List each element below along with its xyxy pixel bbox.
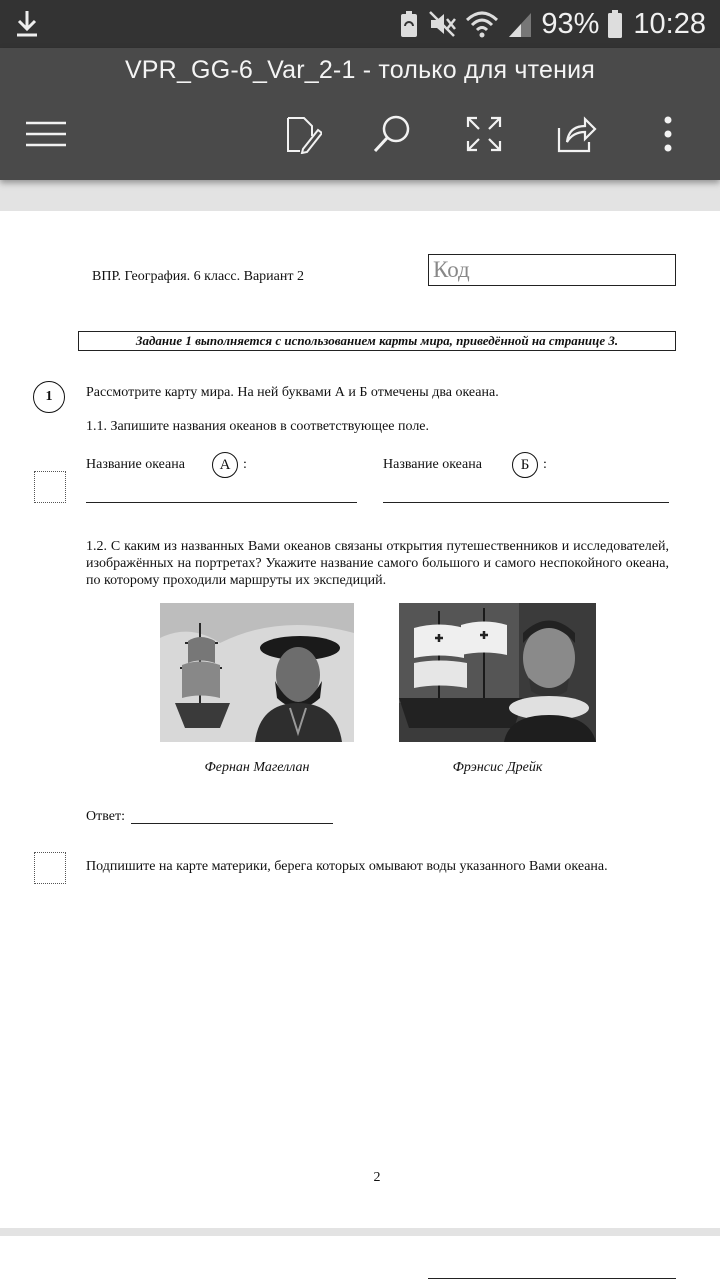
fullscreen-icon: [465, 115, 503, 153]
ocean-b-label: Название океана: [383, 457, 482, 472]
ocean-a-label: Название океана: [86, 457, 185, 472]
drake-caption: Фрэнсис Дрейк: [452, 760, 543, 775]
answer-label: Ответ:: [86, 809, 125, 824]
question-1-2: 1.2. С каким из названных Вами океанов связаны открытия путешественников и исследователей, изображённых на портретах? Укажите название самого большого и самого неспокойного океана, по которому проходили маршруты их экспедиций.: [86, 539, 669, 588]
ocean-a-answer-line: [86, 502, 357, 503]
page-number: 2: [373, 1170, 381, 1185]
status-bar: [0, 0, 720, 48]
ocean-a-colon: :: [243, 457, 247, 472]
next-page[interactable]: [0, 1236, 720, 1280]
drake-portrait: [399, 603, 596, 742]
answer-line: [131, 823, 333, 824]
question-1-1: 1.1. Запишите названия океанов в соответствующее поле.: [86, 419, 430, 434]
score-box-2: [34, 852, 66, 884]
document-page[interactable]: [0, 211, 720, 1228]
magellan-portrait: [160, 603, 354, 742]
question-1-3: Подпишите на карте материки, берега которых омывают воды указанного Вами океана.: [86, 859, 608, 874]
ocean-a-marker: А: [212, 452, 238, 478]
ocean-b-colon: :: [543, 457, 547, 472]
wifi-icon: [465, 9, 499, 39]
edit-icon: [282, 114, 322, 154]
menu-icon: [24, 119, 68, 149]
battery-percent: 93%: [541, 7, 600, 40]
task-note: Задание 1 выполняется с использованием карты мира, приведённой на странице 3.: [78, 331, 676, 351]
app-bar: [0, 48, 720, 180]
task-number: 1: [33, 381, 65, 413]
clock: 10:28: [633, 7, 706, 40]
signal-icon: [507, 9, 533, 39]
share-icon: [555, 114, 597, 154]
battery-icon: [607, 9, 623, 39]
next-page-line: [428, 1278, 676, 1279]
edit-button[interactable]: [278, 110, 326, 158]
search-icon: [372, 114, 412, 154]
battery-saver-icon: [399, 9, 419, 39]
document-title: VPR_GG-6_Var_2-1 - только для чтения: [124, 56, 596, 84]
exam-header: ВПР. География. 6 класс. Вариант 2: [92, 269, 304, 284]
magellan-caption: Фернан Магеллан: [204, 760, 310, 775]
code-field: Код: [428, 254, 676, 286]
share-button[interactable]: [552, 110, 600, 158]
task-intro: Рассмотрите карту мира. На ней буквами А и Б отмечены два океана.: [86, 385, 499, 400]
ocean-b-marker: Б: [512, 452, 538, 478]
menu-button[interactable]: [22, 110, 70, 158]
search-button[interactable]: [368, 110, 416, 158]
score-box-1: [34, 471, 66, 503]
fullscreen-button[interactable]: [460, 110, 508, 158]
more-options-button[interactable]: [644, 110, 692, 158]
ocean-b-answer-line: [383, 502, 669, 503]
more-icon: [663, 115, 673, 153]
mute-icon: [427, 9, 457, 39]
download-icon: [14, 8, 40, 38]
